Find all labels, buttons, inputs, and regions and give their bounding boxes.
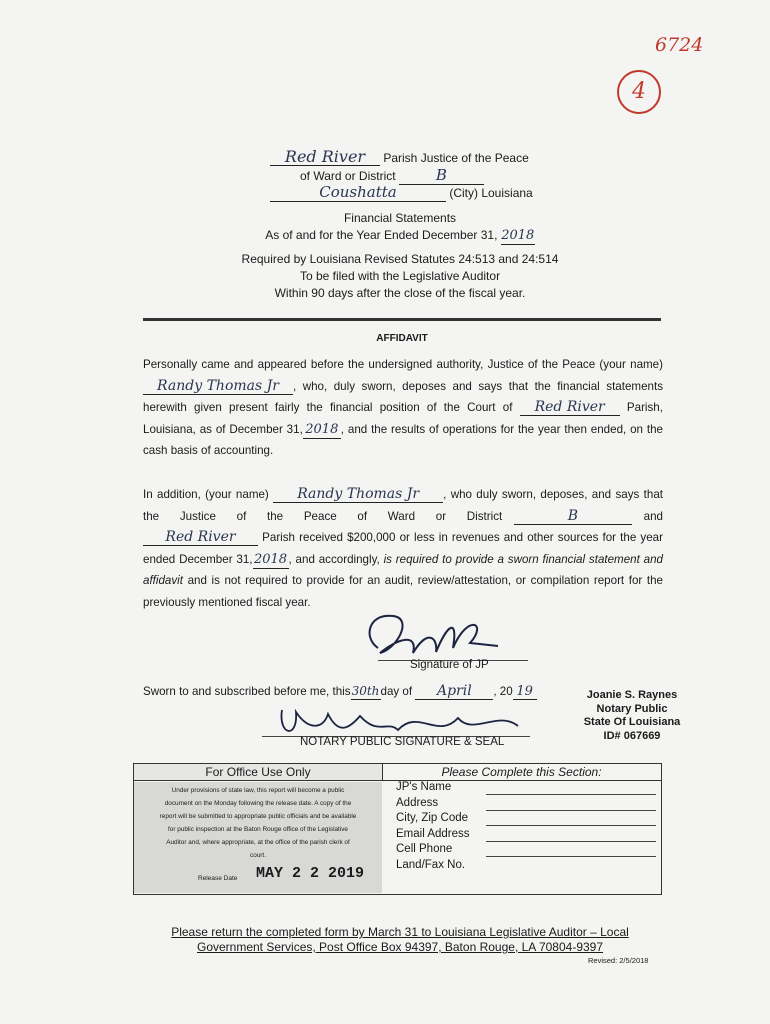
city-zip-blank[interactable] xyxy=(486,825,656,826)
field-land-fax: Land/Fax No. xyxy=(396,858,466,871)
notary-title: Notary Public xyxy=(596,702,668,715)
court-field: Red River xyxy=(520,399,620,416)
address-blank[interactable] xyxy=(486,810,656,811)
divider xyxy=(143,318,661,321)
office-box xyxy=(133,763,662,895)
revised-date: Revised: 2/5/2018 xyxy=(588,956,649,965)
sworn-month-field: April xyxy=(415,684,493,700)
sworn-day-field: 30th xyxy=(351,684,380,698)
jp-signature-label: Signature of JP xyxy=(410,659,489,671)
jp-name-field: Randy Thomas Jr xyxy=(143,378,293,395)
footer-line1: Please return the completed form by March 31 to Louisiana Legislative Auditor – Local xyxy=(171,925,629,939)
sworn-year-field: 19 xyxy=(513,684,537,700)
affidavit-year-field: 2018 xyxy=(303,422,341,439)
title-year-line xyxy=(200,227,600,245)
city-label: (City) Louisiana xyxy=(449,186,533,200)
affidavit-title: AFFIDAVIT xyxy=(376,333,428,344)
jp-name-blank[interactable] xyxy=(486,794,656,795)
header-city-line xyxy=(270,184,570,202)
corner-number: 6724 xyxy=(655,34,704,56)
office-notice-panel xyxy=(134,782,382,893)
footer-instructions xyxy=(150,925,650,955)
office-notice: Under provisions of state law, this report will become a public document on the Monday following the release date. A copy of the report will be submitted to appropriate public officials and be available for public inspection at the Baton Rouge office of the Legislative Auditor and, where appropriate, at the office of the parish clerk of court. xyxy=(159,787,357,859)
notary-state: State Of Louisiana xyxy=(583,716,681,728)
release-date-label: Release Date xyxy=(198,875,238,882)
parish-field: Red River xyxy=(270,148,380,166)
sworn-line: Sworn to and subscribed before me, this30thday of April , 20 19 xyxy=(143,681,583,703)
statutes-block xyxy=(200,251,600,302)
parish-field-2: Red River xyxy=(143,529,258,546)
jp-name-field-2: Randy Thomas Jr xyxy=(273,486,443,503)
field-city-zip: City, Zip Code xyxy=(396,812,469,824)
field-cell-phone: Cell Phone xyxy=(396,843,453,855)
field-email: Email Address xyxy=(396,827,470,840)
title-year-label: As of and for the Year Ended December 31, xyxy=(265,228,498,242)
title-year-field: 2018 xyxy=(501,228,535,243)
affidavit-paragraph-2: In addition, (your name) Randy Thomas Jr , who duly sworn, deposes, and says that the Justice of the Peace of Ward or District B and Red River Parish received $200,000 or less in revenues and other sources for the year ended December 31,2018, and accordingly, is required to provide a sworn financial statement and affidavit and is not required to provide for an audit, review/attestation, or compilation report for the previously mentioned fiscal year. xyxy=(143,486,664,609)
footer-line2: Government Services, Post Office Box 94397, Baton Rouge, LA 70804-9397 xyxy=(196,940,604,954)
affidavit-year-field-2: 2018 xyxy=(253,551,288,567)
email-blank[interactable] xyxy=(486,841,656,842)
notary-signature-label: NOTARY PUBLIC SIGNATURE & SEAL xyxy=(300,736,505,748)
release-date-stamp: MAY 2 2 2019 xyxy=(256,865,365,882)
header-parish-line xyxy=(270,148,570,167)
statutes-line1: Required by Louisiana Revised Statutes 24:513 and 24:514 xyxy=(241,252,559,266)
notary-seal xyxy=(576,689,688,743)
notary-name: Joanie S. Raynes xyxy=(586,689,678,701)
city-field: Coushatta xyxy=(270,184,446,202)
field-jp-name: JP's Name xyxy=(396,781,452,793)
circled-number: 4 xyxy=(617,70,661,114)
statutes-line2: To be filed with the Legislative Auditor xyxy=(299,269,501,283)
office-heading: For Office Use Only xyxy=(134,764,383,781)
parish-label: Parish Justice of the Peace xyxy=(383,151,529,165)
cell-phone-blank[interactable] xyxy=(486,856,656,857)
field-address: Address xyxy=(396,796,439,809)
affidavit-paragraph-1: Personally came and appeared before the undersigned authority, Justice of the Peace (your name) Randy Thomas Jr , who, duly sworn, deposes and says that the financial statements herewith given present fairly the financial position of the Court of Red River Parish, Louisiana, as of December 31, 2018 , and the results of operations for the year then ended, on the cash basis of accounting. xyxy=(143,358,663,457)
complete-heading: Please Complete this Section: xyxy=(382,764,661,781)
notary-id: ID# 067669 xyxy=(603,729,661,742)
statutes-line3: Within 90 days after the close of the fiscal year. xyxy=(274,286,526,300)
ward-field-2: B xyxy=(514,508,632,525)
title-financial: Financial Statements xyxy=(343,211,457,225)
ward-field: B xyxy=(399,167,484,185)
ward-label: of Ward or District xyxy=(300,169,396,183)
doc-title xyxy=(200,210,600,245)
